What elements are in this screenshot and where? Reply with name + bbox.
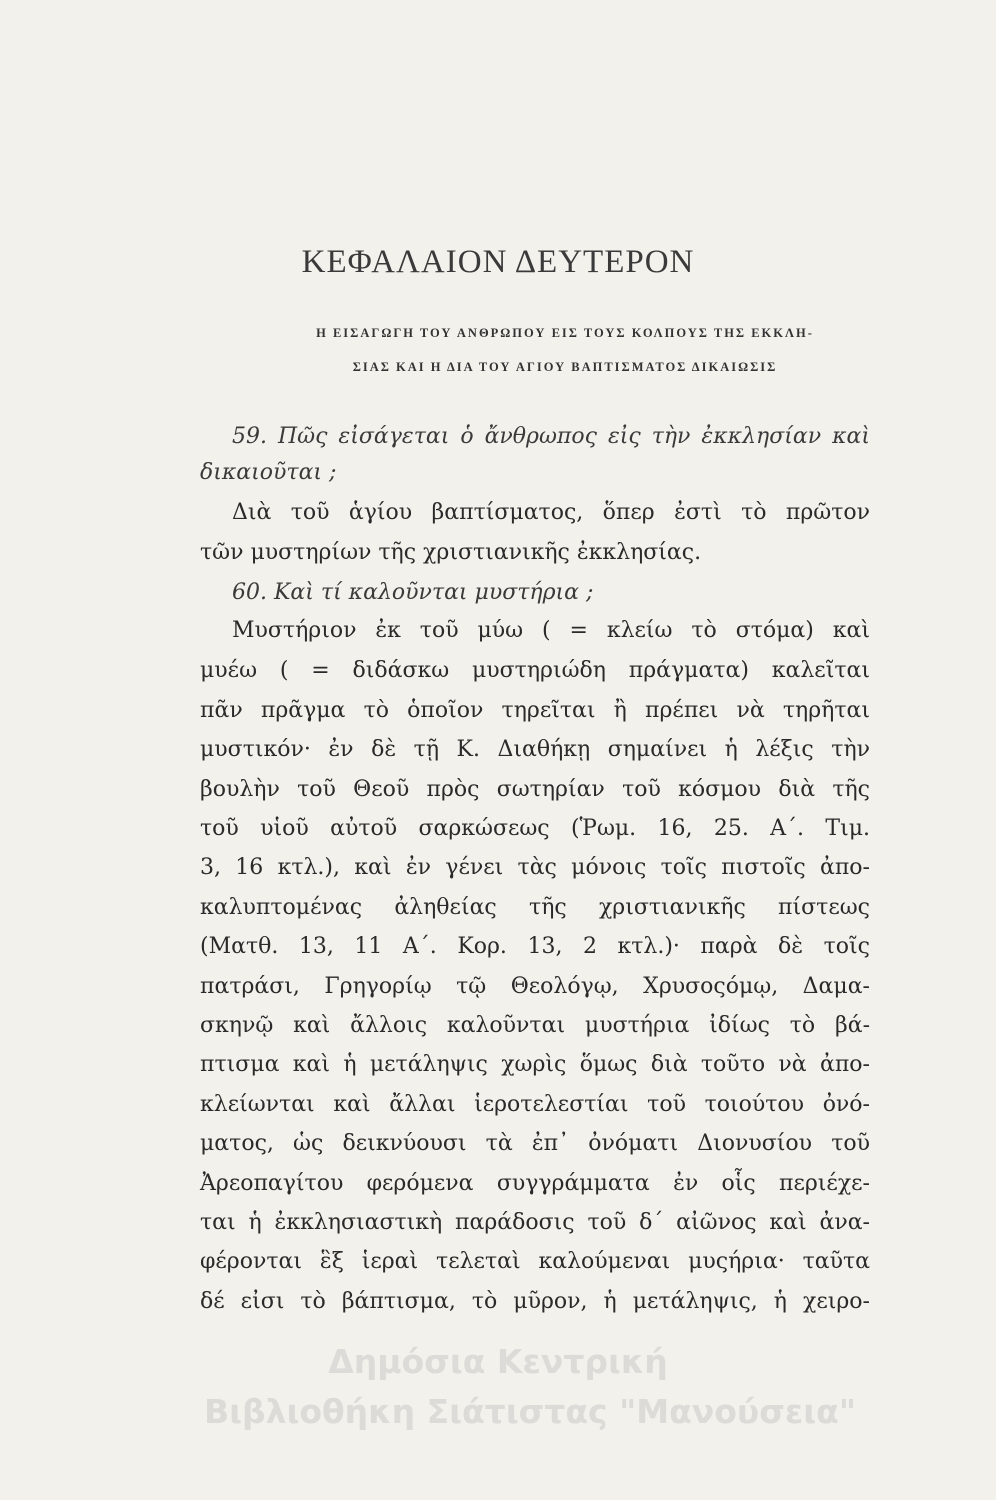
chapter-subtitle-line-2: ΣΙΑΣ ΚΑΙ Η ΔΙΑ ΤΟΥ ΑΓΙΟΥ ΒΑΠΤΙΣΜΑΤΟΣ ΔΙΚΑΙΩΣΙΣ	[352, 360, 778, 374]
answer-60-line: 3, 16 κτλ.), καὶ ἐν γένει τὰς μόνοις τοῖς πιστοῖς ἀπο-	[200, 855, 870, 880]
answer-60-line: δέ εἰσι τὸ βάπτισμα, τὸ μῦρον, ἡ μετάληψις, ἡ χειρο-	[200, 1289, 870, 1314]
answer-60-line: ται ἡ ἐκκλησιαστικὴ παράδοσις τοῦ δ΄ αἰῶνος καὶ ἀνα-	[200, 1210, 870, 1235]
answer-60-line: ματος, ὡς δεικνύουσι τὰ ἐπ᾽ ὀνόματι Διονυσίου τοῦ	[200, 1131, 870, 1156]
answer-60-line: κλείωνται καὶ ἄλλαι ἱεροτελεστίαι τοῦ τοιούτου ὀνό-	[200, 1092, 870, 1117]
answer-60-line: σκηνῷ καὶ ἄλλοις καλοῦνται μυστήρια ἰδίως τὸ βά-	[200, 1013, 870, 1038]
chapter-title: ΚΕΦΑΛΑΙΟΝ ΔΕΥΤΕΡΟΝ	[301, 244, 695, 280]
answer-60-line: Μυστήριον ἐκ τοῦ μύω ( = κλείω τὸ στόμα) καὶ	[232, 618, 870, 643]
answer-60-line: φέρονται ἓξ ἱεραὶ τελεταὶ καλούμεναι μυςήρια· ταῦτα	[200, 1249, 870, 1274]
answer-60-line: (Ματθ. 13, 11 Α΄. Κορ. 13, 2 κτλ.)· παρὰ δὲ τοῖς	[200, 934, 870, 959]
question-59-line-1: 59. Πῶς εἰσάγεται ὁ ἄνθρωπος εἰς τὴν ἐκκλησίαν καὶ	[232, 424, 870, 449]
answer-59-line-2: τῶν μυστηρίων τῆς χριστιανικῆς ἐκκλησίας.	[200, 540, 702, 565]
answer-60-line: μυέω ( = διδάσκω μυστηριώδη πράγματα) καλεῖται	[200, 658, 870, 683]
library-watermark-line-2: Βιβλιοθήκη Σιάτιστας "Μανούσεια"	[203, 1392, 857, 1431]
answer-59-line-1: Διὰ τοῦ ἁγίου βαπτίσματος, ὅπερ ἐστὶ τὸ πρῶτον	[232, 500, 870, 525]
answer-60-line: καλυπτομένας ἀληθείας τῆς χριστιανικῆς πίστεως	[200, 895, 870, 920]
question-59-line-2: δικαιοῦται ;	[200, 460, 337, 485]
answer-60-line: μυστικόν· ἐν δὲ τῇ Κ. Διαθήκῃ σημαίνει ἡ λέξις τὴν	[200, 737, 870, 762]
library-watermark-line-1: Δημόσια Κεντρική	[328, 1342, 668, 1381]
answer-60-line: τοῦ υἱοῦ αὐτοῦ σαρκώσεως (Ῥωμ. 16, 25. Α΄. Τιμ.	[200, 816, 870, 841]
answer-60-line: βουλὴν τοῦ Θεοῦ πρὸς σωτηρίαν τοῦ κόσμου διὰ τῆς	[200, 777, 870, 802]
answer-60-line: Ἀρεοπαγίτου φερόμενα συγγράμματα ἐν οἷς περιέχε-	[200, 1171, 870, 1196]
chapter-subtitle-line-1: Η ΕΙΣΑΓΩΓΗ ΤΟΥ ΑΝΘΡΩΠΟΥ ΕΙΣ ΤΟΥΣ ΚΟΛΠΟΥΣ ΤΗΣ ΕΚΚΛΗ-	[316, 326, 814, 340]
question-60-line-1: 60. Καὶ τί καλοῦνται μυστήρια ;	[232, 580, 594, 605]
answer-60-line: πτισμα καὶ ἡ μετάληψις χωρὶς ὅμως διὰ τοῦτο νὰ ἀπο-	[200, 1052, 870, 1077]
answer-60-line: πᾶν πρᾶγμα τὸ ὁποῖον τηρεῖται ἢ πρέπει νὰ τηρῆται	[200, 698, 870, 723]
answer-60-line: πατράσι, Γρηγορίῳ τῷ Θεολόγῳ, Χρυσοςόμῳ, Δαμα-	[200, 974, 870, 999]
